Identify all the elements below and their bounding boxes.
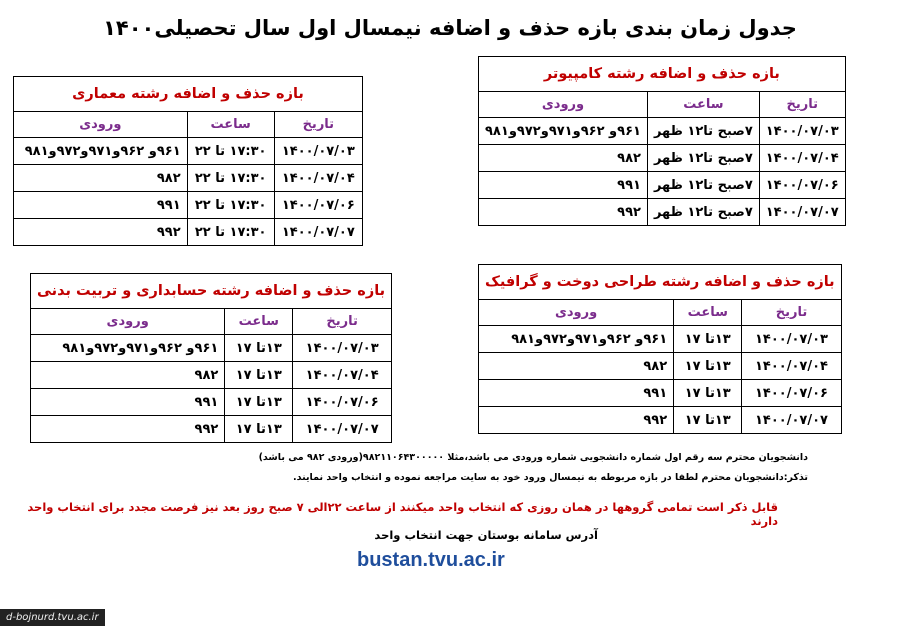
time-cell: ۱۷:۳۰ تا ۲۲	[187, 219, 274, 246]
entry-cell: ۹۹۲	[479, 407, 674, 434]
entry-cell: ۹۸۲	[31, 362, 225, 389]
site-watermark: d-bojnurd.tvu.ac.ir	[0, 609, 105, 626]
table-row	[31, 416, 392, 443]
date-cell: ۱۴۰۰/۰۷/۰۷	[759, 199, 845, 226]
time-cell: ۱۳تا ۱۷	[225, 335, 293, 362]
time-cell: ۱۳تا ۱۷	[674, 353, 742, 380]
date-cell: ۱۴۰۰/۰۷/۰۷	[274, 219, 362, 246]
table-row	[479, 407, 842, 434]
time-cell: ۱۳تا ۱۷	[225, 389, 293, 416]
table-row	[14, 192, 363, 219]
entry-cell: ۹۸۲	[479, 145, 648, 172]
date-header: تاریخ	[742, 300, 841, 326]
table-row	[31, 389, 392, 416]
table-caption: بازه حذف و اضافه رشته کامپیوتر	[479, 57, 846, 92]
table-row	[14, 165, 363, 192]
time-cell: ۱۳تا ۱۷	[225, 416, 293, 443]
table-caption: بازه حذف و اضافه رشته طراحی دوخت و گرافیک	[479, 265, 842, 300]
bustan-link[interactable]: bustan.tvu.ac.ir	[357, 549, 505, 571]
time-cell: ۷صبح تا۱۲ ظهر	[647, 199, 759, 226]
time-cell: ۱۳تا ۱۷	[674, 326, 742, 353]
date-header: تاریخ	[293, 309, 392, 335]
entry-header: ورودی	[479, 300, 674, 326]
date-cell: ۱۴۰۰/۰۷/۰۴	[742, 353, 841, 380]
time-header: ساعت	[187, 112, 274, 138]
entry-cell: ۹۸۲	[479, 353, 674, 380]
entry-cell: ۹۶۱و ۹۶۲و۹۷۱و۹۷۲و۹۸۱	[14, 138, 188, 165]
entry-cell: ۹۹۱	[479, 380, 674, 407]
table-row	[14, 138, 363, 165]
table-row	[479, 326, 842, 353]
time-cell: ۷صبح تا۱۲ ظهر	[647, 118, 759, 145]
table-row	[31, 362, 392, 389]
time-header: ساعت	[225, 309, 293, 335]
time-cell: ۱۷:۳۰ تا ۲۲	[187, 138, 274, 165]
entry-cell: ۹۶۱و ۹۶۲و۹۷۱و۹۷۲و۹۸۱	[31, 335, 225, 362]
date-cell: ۱۴۰۰/۰۷/۰۶	[759, 172, 845, 199]
date-header: تاریخ	[759, 92, 845, 118]
date-cell: ۱۴۰۰/۰۷/۰۳	[293, 335, 392, 362]
architecture-schedule-table	[13, 76, 363, 246]
date-cell: ۱۴۰۰/۰۷/۰۶	[742, 380, 841, 407]
entry-cell: ۹۶۱و ۹۶۲و۹۷۱و۹۷۲و۹۸۱	[479, 326, 674, 353]
note-night-window: قابل ذکر است تمامی گروهها در همان روزی که انتخاب واحد میکنند از ساعت ۲۲الی ۷ صبح روز بعد نیز فرصت مجدد برای انتخاب واحد دارند	[27, 500, 778, 528]
date-cell: ۱۴۰۰/۰۷/۰۴	[759, 145, 845, 172]
entry-header: ورودی	[479, 92, 648, 118]
date-cell: ۱۴۰۰/۰۷/۰۴	[293, 362, 392, 389]
time-cell: ۱۳تا ۱۷	[674, 380, 742, 407]
table-row	[479, 118, 846, 145]
entry-header: ورودی	[31, 309, 225, 335]
page-title: جدول زمان بندی بازه حذف و اضافه نیمسال اول سال تحصیلی۱۴۰۰	[103, 16, 797, 40]
entry-cell: ۹۹۱	[479, 172, 648, 199]
note-entry-explanation: دانشجویان محترم سه رقم اول شماره دانشجویی شماره ورودی می باشد،مثلا ۹۸۲۱۱۰۶۴۳۰۰۰۰۰(ورودی ۹۸۲ می باشد)	[258, 452, 808, 463]
date-cell: ۱۴۰۰/۰۷/۰۳	[759, 118, 845, 145]
table-row	[14, 219, 363, 246]
entry-cell: ۹۹۱	[31, 389, 225, 416]
accounting-schedule-table	[30, 273, 392, 443]
date-cell: ۱۴۰۰/۰۷/۰۷	[742, 407, 841, 434]
date-cell: ۱۴۰۰/۰۷/۰۷	[293, 416, 392, 443]
table-row	[479, 145, 846, 172]
entry-cell: ۹۹۲	[479, 199, 648, 226]
time-cell: ۱۷:۳۰ تا ۲۲	[187, 192, 274, 219]
table-row	[479, 380, 842, 407]
date-header: تاریخ	[274, 112, 362, 138]
date-cell: ۱۴۰۰/۰۷/۰۶	[274, 192, 362, 219]
time-cell: ۷صبح تا۱۲ ظهر	[647, 145, 759, 172]
tailoring-schedule-table	[478, 264, 842, 434]
time-header: ساعت	[647, 92, 759, 118]
entry-cell: ۹۹۲	[31, 416, 225, 443]
table-row	[479, 199, 846, 226]
entry-cell: ۹۹۱	[14, 192, 188, 219]
table-row	[31, 335, 392, 362]
table-row	[479, 353, 842, 380]
date-cell: ۱۴۰۰/۰۷/۰۳	[274, 138, 362, 165]
entry-cell: ۹۶۱و ۹۶۲و۹۷۱و۹۷۲و۹۸۱	[479, 118, 648, 145]
note-system-address: آدرس سامانه بوستان جهت انتخاب واحد	[374, 528, 598, 542]
time-cell: ۱۷:۳۰ تا ۲۲	[187, 165, 274, 192]
time-header: ساعت	[674, 300, 742, 326]
entry-cell: ۹۸۲	[14, 165, 188, 192]
table-row	[479, 172, 846, 199]
table-caption: بازه حذف و اضافه رشته معماری	[14, 77, 363, 112]
time-cell: ۱۳تا ۱۷	[225, 362, 293, 389]
date-cell: ۱۴۰۰/۰۷/۰۴	[274, 165, 362, 192]
date-cell: ۱۴۰۰/۰۷/۰۶	[293, 389, 392, 416]
table-caption: بازه حذف و اضافه رشته حسابداری و تربیت بدنی	[31, 274, 392, 309]
time-cell: ۷صبح تا۱۲ ظهر	[647, 172, 759, 199]
date-cell: ۱۴۰۰/۰۷/۰۳	[742, 326, 841, 353]
entry-header: ورودی	[14, 112, 188, 138]
computer-schedule-table	[478, 56, 846, 226]
entry-cell: ۹۹۲	[14, 219, 188, 246]
time-cell: ۱۳تا ۱۷	[674, 407, 742, 434]
note-reminder: تذکر:دانشجویان محترم لطفا در بازه مربوطه به نیمسال ورود خود به سایت مراجعه نموده و انتخاب واحد نمایند.	[292, 472, 808, 483]
